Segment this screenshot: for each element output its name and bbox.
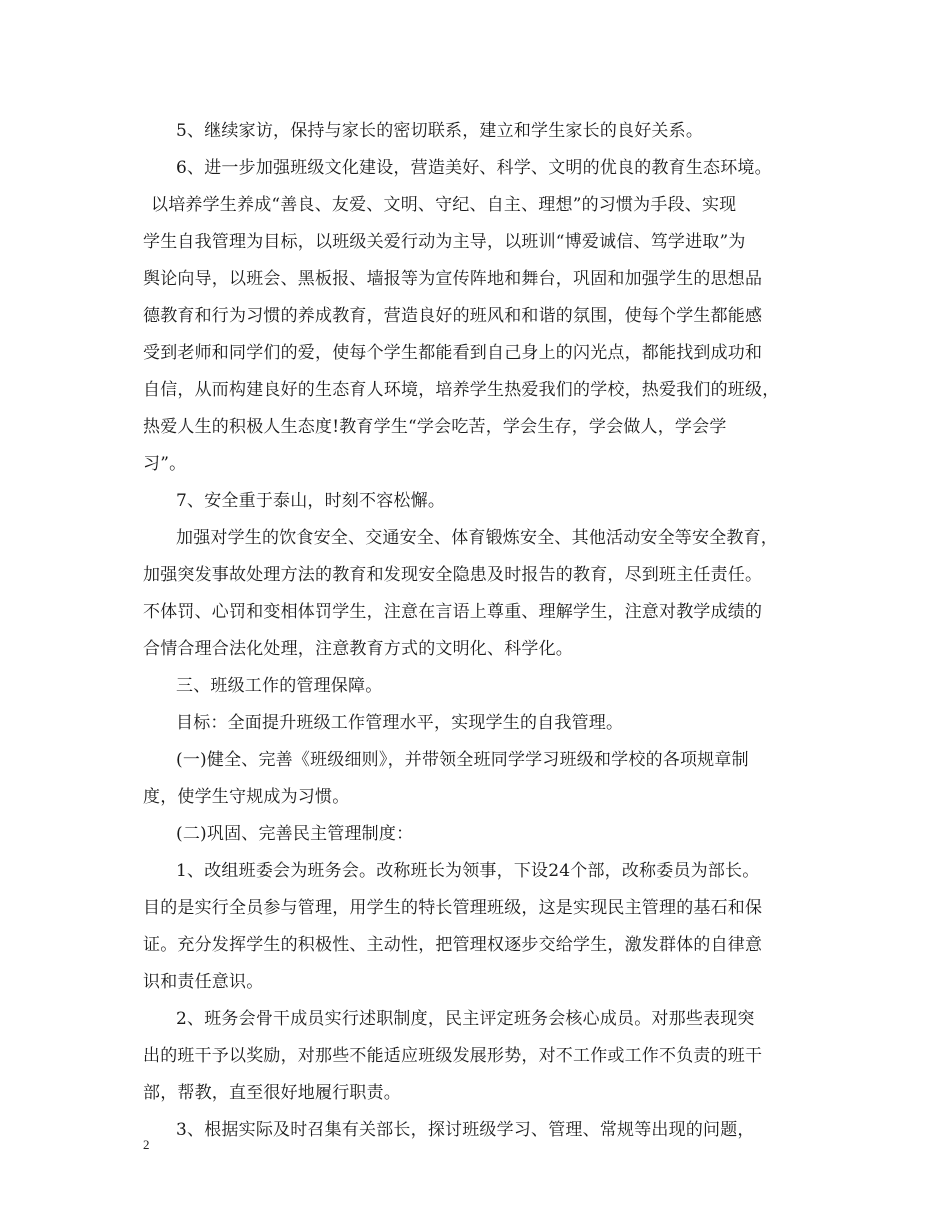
paragraph-line: 部，帮教，直至很好地履行职责。 bbox=[143, 1083, 401, 1103]
paragraph-line: 5、继续家访，保持与家长的密切联系，建立和学生家长的良好关系。 bbox=[176, 121, 704, 141]
paragraph-line: 加强对学生的饮食安全、交通安全、体育锻炼安全、其他活动安全等安全教育， bbox=[176, 528, 778, 548]
paragraph-line: 热爱人生的积极人生态度!教育学生“学会吃苦，学会生存，学会做人，学会学 bbox=[143, 417, 727, 437]
page-number: 2 bbox=[143, 1137, 150, 1152]
paragraph-line: 不体罚、心罚和变相体罚学生，注意在言语上尊重、理解学生，注意对教学成绩的 bbox=[143, 602, 763, 622]
paragraph-line: 目标：全面提升班级工作管理水平，实现学生的自我管理。 bbox=[176, 713, 624, 733]
paragraph-line: 出的班干予以奖励，对那些不能适应班级发展形势，对不工作或工作不负责的班干 bbox=[143, 1046, 763, 1066]
paragraph-line: (一)健全、完善《班级细则》，并带领全班同学学习班级和学校的各项规章制 bbox=[176, 750, 749, 770]
paragraph-line: 加强突发事故处理方法的教育和发现安全隐患及时报告的教育，尽到班主任责任。 bbox=[143, 565, 763, 585]
paragraph-line: 识和责任意识。 bbox=[143, 972, 264, 992]
paragraph-line: 3、根据实际及时召集有关部长，探讨班级学习、管理、常规等出现的问题， bbox=[176, 1120, 755, 1140]
section-heading: 三、班级工作的管理保障。 bbox=[176, 676, 383, 696]
paragraph-line: 习”。 bbox=[143, 454, 187, 474]
paragraph-line: 1、改组班委会为班务会。改称班长为领事，下设24个部，改称委员为部长。 bbox=[176, 861, 760, 881]
paragraph-line: 德教育和行为习惯的养成教育，营造良好的班风和和谐的氛围，使每个学生都能感 bbox=[143, 306, 763, 326]
paragraph-line: 度，使学生守规成为习惯。 bbox=[143, 787, 350, 807]
paragraph-line: 6、进一步加强班级文化建设，营造美好、科学、文明的优良的教育生态环境。 bbox=[176, 158, 772, 178]
paragraph-line: (二)巩固、完善民主管理制度： bbox=[176, 824, 414, 844]
paragraph-line: 目的是实行全员参与管理，用学生的特长管理班级，这是实现民主管理的基石和保 bbox=[143, 898, 763, 918]
paragraph-line: 2、班务会骨干成员实行述职制度，民主评定班务会核心成员。对那些表现突 bbox=[176, 1009, 755, 1029]
paragraph-line: 学生自我管理为目标，以班级关爱行动为主导，以班训“博爱诚信、笃学进取”为 bbox=[143, 232, 746, 252]
paragraph-line: 自信，从而构建良好的生态育人环境，培养学生热爱我们的学校，热爱我们的班级， bbox=[143, 380, 780, 400]
paragraph-line: 以培养学生养成“善良、友爱、文明、守纪、自主、理想”的习惯为手段、实现 bbox=[151, 195, 737, 215]
paragraph-line: 舆论向导，以班会、黑板报、墙报等为宣传阵地和舞台，巩固和加强学生的思想品 bbox=[143, 269, 763, 289]
paragraph-line: 证。充分发挥学生的积极性、主动性，把管理权逐步交给学生，激发群体的自律意 bbox=[143, 935, 763, 955]
paragraph-line: 合情合理合法化处理，注意教育方式的文明化、科学化。 bbox=[143, 639, 573, 659]
paragraph-line: 7、安全重于泰山，时刻不容松懈。 bbox=[176, 491, 446, 511]
paragraph-line: 受到老师和同学们的爱，使每个学生都能看到自己身上的闪光点，都能找到成功和 bbox=[143, 343, 763, 363]
